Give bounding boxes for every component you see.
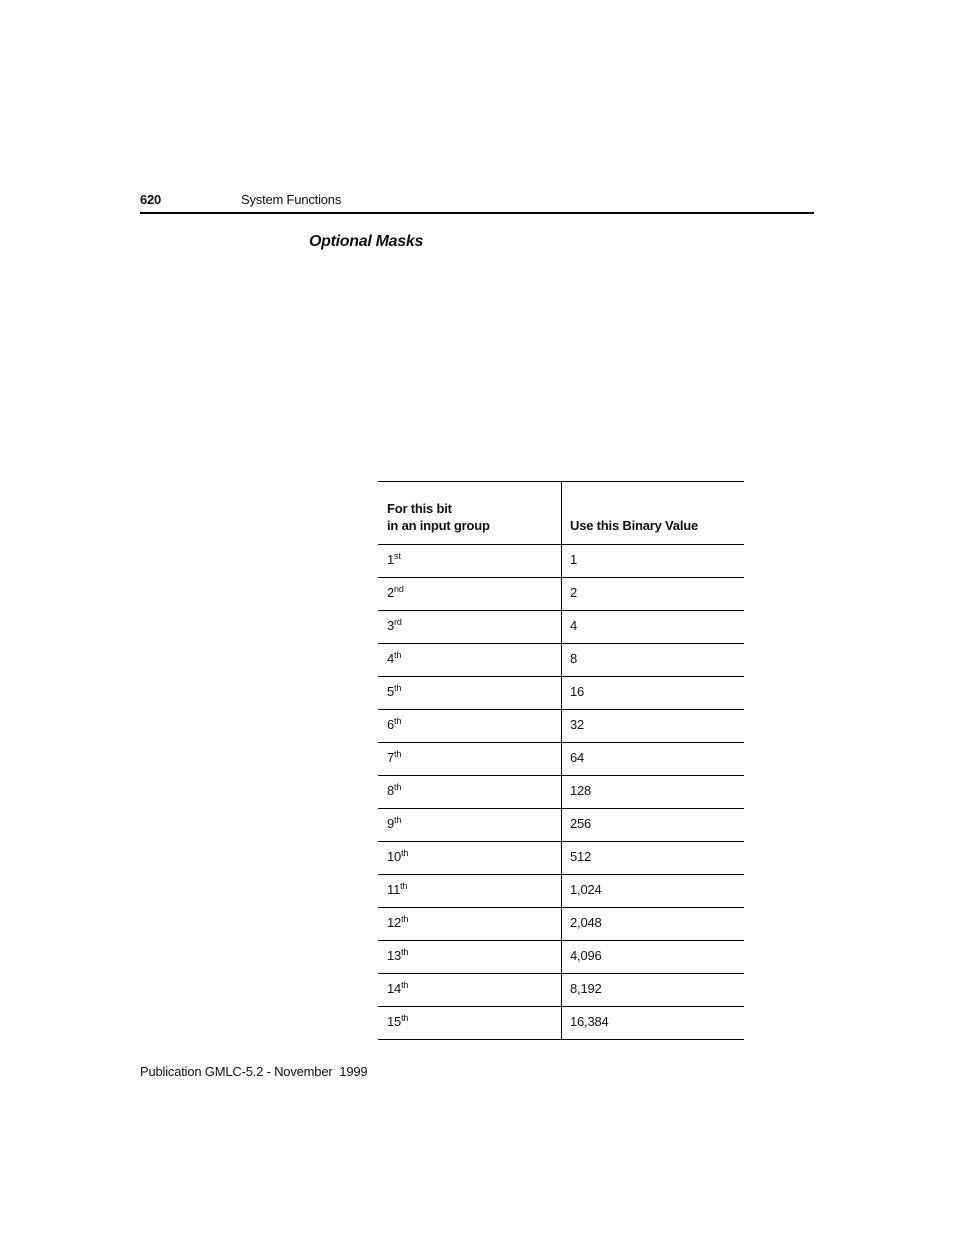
- table-body: [378, 545, 744, 1040]
- bit-ordinal-suffix: th: [394, 815, 402, 825]
- table-row: [378, 611, 744, 644]
- table-row: [378, 710, 744, 743]
- table-row: [378, 677, 744, 710]
- publication-footer: Publication GMLC-5.2 - November 1999: [140, 1064, 368, 1079]
- bit-ordinal-suffix: th: [401, 914, 409, 924]
- table-row: [378, 974, 744, 1007]
- column-header-bit: [378, 482, 562, 545]
- bit-cell: [378, 1007, 562, 1040]
- bit-number: 1: [387, 552, 395, 567]
- binary-value-cell: 4: [562, 611, 745, 644]
- bit-ordinal-suffix: th: [401, 848, 409, 858]
- bit-cell: [378, 677, 562, 710]
- bit-cell: [378, 644, 562, 677]
- bit-ordinal-suffix: th: [400, 881, 408, 891]
- bit-cell: [378, 578, 562, 611]
- bit-cell: [378, 842, 562, 875]
- table-row: [378, 644, 744, 677]
- table-row: [378, 875, 744, 908]
- bit-ordinal-suffix: th: [401, 947, 409, 957]
- binary-value-cell: 1: [562, 545, 745, 578]
- binary-value-cell: 1,024: [562, 875, 745, 908]
- binary-value-cell: 16,384: [562, 1007, 745, 1040]
- page-number: 620: [140, 192, 162, 207]
- binary-value-cell: 128: [562, 776, 745, 809]
- bit-cell: [378, 941, 562, 974]
- binary-value-cell: 2,048: [562, 908, 745, 941]
- section-heading: Optional Masks: [309, 233, 424, 250]
- binary-value-cell: 4,096: [562, 941, 745, 974]
- table-row: [378, 743, 744, 776]
- table-row: [378, 578, 744, 611]
- table-row: [378, 809, 744, 842]
- table-row: [378, 908, 744, 941]
- bit-number: 8: [387, 783, 395, 798]
- bit-number: 7: [387, 750, 395, 765]
- bit-number: 15: [387, 1014, 402, 1029]
- bit-ordinal-suffix: th: [401, 1013, 409, 1023]
- table-header-row: [378, 482, 744, 545]
- page-header: [140, 192, 814, 214]
- bit-cell: [378, 875, 562, 908]
- bit-cell: [378, 611, 562, 644]
- bit-number: 12: [387, 915, 402, 930]
- column-header-value-label: Use this Binary Value: [570, 518, 699, 533]
- bit-number: 11: [387, 882, 401, 897]
- bit-cell: [378, 743, 562, 776]
- table-row: [378, 1007, 744, 1040]
- binary-value-cell: 16: [562, 677, 745, 710]
- bit-ordinal-suffix: th: [394, 716, 402, 726]
- bit-number: 9: [387, 816, 395, 831]
- bit-ordinal-suffix: th: [394, 782, 402, 792]
- bit-ordinal-suffix: th: [394, 749, 402, 759]
- binary-value-cell: 2: [562, 578, 745, 611]
- bit-ordinal-suffix: th: [401, 980, 409, 990]
- bit-ordinal-suffix: st: [394, 551, 401, 561]
- bit-number: 3: [387, 618, 395, 633]
- bit-number: 4: [387, 651, 395, 666]
- bit-ordinal-suffix: th: [394, 650, 402, 660]
- bit-number: 14: [387, 981, 402, 996]
- binary-value-table: [378, 481, 744, 1040]
- bit-number: 6: [387, 717, 395, 732]
- column-header-value: [562, 482, 745, 545]
- bit-ordinal-suffix: rd: [394, 617, 402, 627]
- bit-number: 10: [387, 849, 402, 864]
- bit-cell: [378, 710, 562, 743]
- table-row: [378, 941, 744, 974]
- bit-cell: [378, 545, 562, 578]
- section-title: System Functions: [241, 192, 342, 207]
- bit-cell: [378, 809, 562, 842]
- bit-cell: [378, 974, 562, 1007]
- bit-number: 13: [387, 948, 402, 963]
- table-row: [378, 776, 744, 809]
- bit-ordinal-suffix: nd: [394, 584, 404, 594]
- binary-value-cell: 64: [562, 743, 745, 776]
- column-header-bit-line2: in an input group: [387, 518, 490, 533]
- column-header-bit-line1: For this bit: [387, 501, 452, 516]
- bit-cell: [378, 908, 562, 941]
- binary-value-cell: 256: [562, 809, 745, 842]
- binary-value-cell: 32: [562, 710, 745, 743]
- bit-ordinal-suffix: th: [394, 683, 402, 693]
- table-row: [378, 545, 744, 578]
- binary-value-cell: 8,192: [562, 974, 745, 1007]
- bit-number: 5: [387, 684, 395, 699]
- table-row: [378, 842, 744, 875]
- bit-number: 2: [387, 585, 395, 600]
- binary-value-cell: 8: [562, 644, 745, 677]
- bit-cell: [378, 776, 562, 809]
- binary-value-cell: 512: [562, 842, 745, 875]
